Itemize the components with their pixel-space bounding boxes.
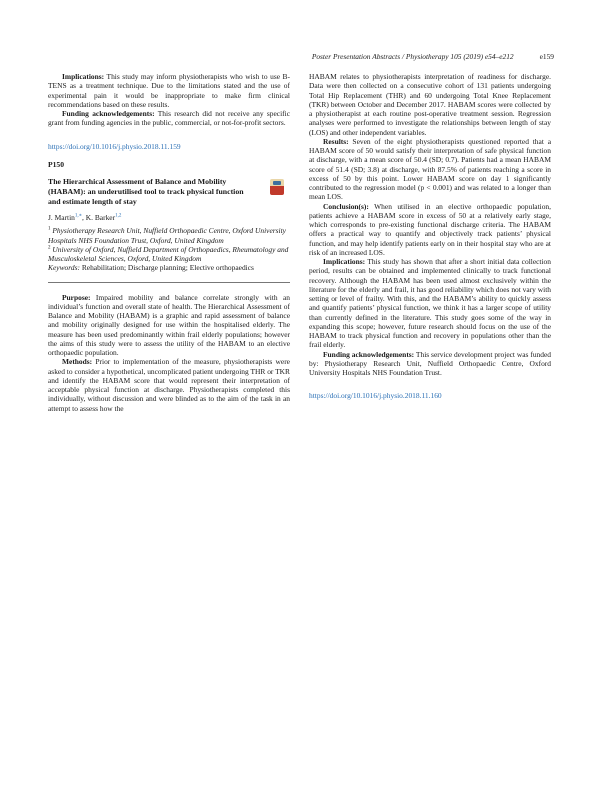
journal-citation: Poster Presentation Abstracts / Physiotherapy 105 (2019) e54–e212 [311, 52, 514, 61]
prev-implications-label: Implications: [62, 72, 105, 81]
keywords-label: Keywords: [48, 263, 80, 273]
right-column [309, 72, 551, 401]
doi-link[interactable]: https://doi.org/10.1016/j.physio.2018.11.160 [309, 391, 442, 401]
purpose-paragraph [48, 293, 290, 358]
poster-id: P150 [48, 159, 65, 169]
conclusion-label: Conclusion(s): [323, 201, 369, 211]
author-martin-affiliation[interactable]: 1,∗ [74, 213, 83, 219]
title-row [48, 177, 290, 207]
affiliation-1: $^1$ Physiotherapy Research Unit, Nuffield Orthopaedic Centre, Oxford University Hospitals NHS Foundation Trust, Oxford, United Kingdom [48, 226, 286, 245]
purpose-text: Impaired mobility and balance correlate strongly with an individual’s function and overall state of health. The Hierarchical Assessment of Balance and Mobility (HABAM) is a graphic and rapid assessment of balance and mobility originally designed for use within the hospitalised elderly. The measure has been used predominantly within frail elderly populations; however the aims of this study were to assess the utility of the HABAM to an elective orthopaedic population. [48, 292, 290, 357]
author-separator: , [82, 213, 86, 222]
implications-text: This study has shown that after a short initial data collection period, results can be obtained and implemented clinically to track functional recovery. Although the HABAM has been used almost exclusively within the literature for the elderly and frail, it has good reliability which does not vary with setting or level of frailty. With this, and the HABAM’s ability to quickly assess and quantify patients’ physical function, we think it has a larger scope of utility than currently defined in the literature. This study goes some of the way in expanding this scope; however, future research should focus on the use of the HABAM to track physical function and recovery in populations other than the frail elderly. [309, 257, 551, 350]
prev-funding [48, 109, 290, 128]
conclusion-paragraph [309, 202, 551, 258]
keywords [48, 263, 290, 272]
author-barker: K. Barker [85, 213, 116, 222]
funding-label: Funding acknowledgements: [323, 349, 415, 359]
results-text: Seven of the eight physiotherapists questioned reported that a HABAM score of 50 would satisfy their interpretation of safe physical function at discharge, with a mean score of 50.4 (SD; 0.7). Patients had a mean HABAM score of 51.4 (SD; 3.8) at discharge, with 87.5% of patients reaching a score in excess of 50 by this point. Lower HABAM score on day 1 significantly contributed to the regression model (p < 0.001) and was related to a longer than mean LOS. [309, 136, 551, 202]
prev-funding-label: Funding acknowledgements: [62, 109, 155, 118]
implications-paragraph [309, 257, 551, 350]
methods-text: Prior to implementation of the measure, physiotherapists were asked to consider a hypothetical, uncomplicated patient undergoing THR or TKR and identify the HABAM score that would represent their interpretation of acceptable physical function at discharge. Physiotherapists completed this individually, without discussion and were blinded as to the aim of the task in an attempt to assess how the [48, 357, 290, 413]
methods-paragraph [48, 357, 290, 413]
divider [48, 282, 290, 283]
methods-continued: HABAM relates to physiotherapists interpretation of readiness for discharge. Data were then collected on a consecutive cohort of 131 patients undergoing Total Hip Replacement (THR) and 60 undergoing Total Knee Replacement (TKR) between October and December 2017. HABAM scores were collected by a physiotherapist at each routine post-operative treatment session. Regression analyses were performed to investigate the relationships between length of stay (LOS) and other independent variables. [309, 72, 551, 137]
author-barker-affiliation[interactable]: 1,2 [115, 213, 122, 219]
purpose-label: Purpose: [62, 292, 91, 302]
prev-doi-link[interactable]: https://doi.org/10.1016/j.physio.2018.11.159 [48, 141, 181, 151]
funding-text: This service development project was funded by: Physiotherapy Research Unit, Nuffield Orthopaedic Centre, Oxford University Hospitals NHS Foundation Trust. [309, 349, 552, 377]
author-martin: J. Martin [48, 213, 75, 222]
article-title: The Hierarchical Assessment of Balance and Mobility (HABAM): an underutilised tool to track physical function and estimate length of stay [48, 177, 244, 206]
implications-label: Implications: [323, 257, 366, 266]
prev-implications [48, 72, 290, 109]
keywords-text: Rehabilitation; Discharge planning; Elective orthopaedics [79, 263, 254, 273]
results-paragraph [309, 137, 551, 202]
prev-implications-text: This study may inform physiotherapists who wish to use B-TENS as a treatment technique. Due to the limitations stated and the use of experimental pain it would be inappropriate to make firm clinical recommendations based on these results. [48, 72, 290, 109]
crossmark-icon[interactable] [270, 179, 284, 195]
conclusion-text: When utilised in an elective orthopaedic population, patients achieve a HABAM score in excess of 50 at a relatively early stage, which corresponds to pre-existing functional discharge criteria. The HABAM offers a practical way to quantify and objectively track patients’ physical function, and may help identify patients early on in their hospital stay who are at risk of an increased LOS. [309, 201, 551, 257]
prev-funding-text: This research did not receive any specific grant from funding agencies in the public, commercial, or not-for-profit sectors. [48, 109, 290, 128]
author-list [48, 213, 290, 222]
funding-paragraph [309, 350, 551, 378]
left-column [48, 72, 290, 413]
results-label: Results: [323, 136, 349, 146]
affiliation-2: $^2$ University of Oxford, Nuffield Department of Orthopaedics, Rheumatology and Musculoskeletal Sciences, Oxford, United Kingdom [48, 244, 289, 263]
page-number: e159 [539, 52, 554, 61]
running-header [46, 52, 554, 61]
methods-label: Methods: [62, 357, 93, 367]
